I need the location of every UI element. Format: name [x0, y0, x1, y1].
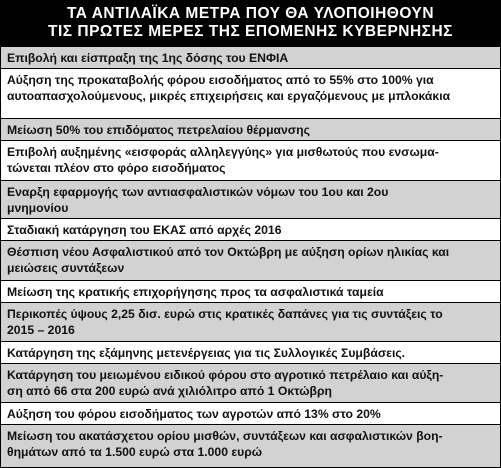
measure-text: Εναρξη εφαρμογής των αντιασφαλιστικών νόμων του 1ου και 2ου: [7, 185, 389, 199]
measure-row: [1, 424, 500, 467]
measure-text: αυτοαπασχολούμενους, μικρές επιχειρήσεις και εργαζόμενους με μπλοκάκια: [7, 89, 451, 103]
measure-text: Επιβολή αυξημένης «εισφοράς αλληλεγγύης» για μισθωτούς που ενσωμα-: [7, 145, 439, 159]
measure-text: Μείωση του ακατάσχετου ορίου μισθών, συντάξεων και ασφαλιστικών βοη-: [7, 429, 443, 443]
measure-row: [1, 240, 500, 280]
measure-text: μειώσεις συντάξεων: [7, 261, 125, 275]
measure-text: Θέσπιση νέου Ασφαλιστικού από τον Οκτώβρη με αύξηση ορίων ηλικίας και: [7, 245, 450, 259]
measure-row: [1, 140, 500, 180]
measure-text: Μείωση της κρατικής επιχορήγησης προς τα ασφαλιστικά ταμεία: [7, 285, 384, 299]
measure-row: [1, 46, 500, 68]
measure-text: Αύξηση του φόρου εισοδήματος των αγροτών από 13% στο 20%: [7, 407, 381, 421]
measure-row: [1, 118, 500, 140]
measure-text: Κατάργηση του μειωμένου ειδικού φόρου στο αγροτικό πετρέλαιο και αύξη-: [7, 368, 444, 382]
measure-text: Επιβολή και είσπραξη της 1ης δόσης του ΕΝΦΙΑ: [7, 51, 289, 65]
measure-row: [1, 68, 500, 118]
measure-text: Κατάργηση της εξάμηνης μετενέργειας για τις Συλλογικές Συμβάσεις.: [7, 346, 406, 360]
measure-text: μνημονίου: [7, 201, 69, 215]
measure-text: Σταδιακή κατάργηση του ΕΚΑΣ από αρχές 2016: [7, 223, 282, 237]
measure-row: [1, 402, 500, 424]
measure-text: τώνεται πλέον στο φόρο εισοδήματος: [7, 161, 226, 175]
measure-row: [1, 302, 500, 341]
measure-row: [1, 218, 500, 240]
measure-row: [1, 280, 500, 302]
measure-text: Αύξηση της προκαταβολής φόρου εισοδήματος από το 55% στο 100% για: [7, 73, 434, 87]
title-line-2: ΤΙΣ ΠΡΩΤΕΣ ΜΕΡΕΣ ΤΗΣ ΕΠΟΜΕΝΗΣ ΚΥΒΕΡΝΗΣΗΣ: [48, 23, 453, 40]
measure-text: ση από 66 στα 200 ευρώ ανά χιλιόλιτρο από 1 Οκτώβρη: [7, 384, 332, 398]
title-line-1: ΤΑ ΑΝΤΙΛΑΪΚΑ ΜΕΤΡΑ ΠΟΥ ΘΑ ΥΛΟΠΟΙΗΘΟΥΝ: [66, 5, 435, 22]
table-title: [1, 1, 500, 46]
measure-text: Περικοπές ύψους 2,25 δισ. ευρώ στις κρατικές δαπάνες για τις συντάξεις το: [7, 307, 443, 321]
measure-row: [1, 341, 500, 363]
measure-text: Μείωση 50% του επιδόματος πετρελαίου θέρμανσης: [7, 123, 310, 137]
measure-row: [1, 363, 500, 402]
measure-text: θημάτων από τα 1.500 ευρώ στα 1.000 ευρώ: [7, 445, 263, 459]
measure-text: 2015 – 2016: [7, 323, 75, 337]
measure-row: [1, 180, 500, 218]
